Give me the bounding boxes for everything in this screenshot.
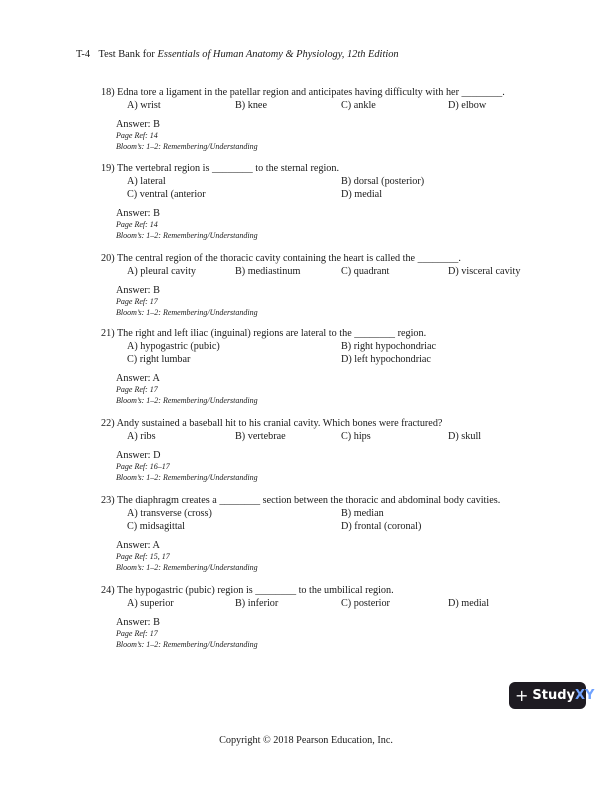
options-row bbox=[101, 265, 541, 278]
option-c: C) midsagittal bbox=[127, 521, 186, 532]
option-b: B) median bbox=[341, 508, 384, 519]
page-label: T-4 bbox=[76, 49, 91, 60]
option-b: B) dorsal (posterior) bbox=[341, 176, 425, 187]
logo-brand-accent: XY bbox=[575, 688, 595, 703]
copyright-footer: Copyright © 2018 Pearson Education, Inc. bbox=[219, 735, 393, 746]
option-d: D) visceral cavity bbox=[448, 266, 521, 277]
option-a: A) lateral bbox=[127, 176, 166, 187]
plus-icon: + bbox=[515, 686, 529, 705]
options-row bbox=[101, 430, 541, 443]
page-ref: Page Ref: 17 bbox=[116, 385, 158, 394]
option-c: C) hips bbox=[341, 431, 371, 442]
answer: Answer: B bbox=[116, 208, 160, 219]
option-a: A) pleural cavity bbox=[127, 266, 197, 277]
option-d: D) elbow bbox=[448, 100, 487, 111]
question-23 bbox=[101, 494, 541, 573]
answer: Answer: A bbox=[116, 373, 160, 384]
answer: Answer: B bbox=[116, 119, 160, 130]
page-ref: Page Ref: 17 bbox=[116, 629, 158, 638]
blooms-level: Bloom’s: 1–2: Remembering/Understanding bbox=[116, 639, 258, 649]
question-21 bbox=[101, 327, 541, 406]
options-row bbox=[101, 597, 541, 610]
question-19 bbox=[101, 162, 541, 241]
option-a: A) wrist bbox=[127, 100, 161, 111]
page-ref: Page Ref: 17 bbox=[116, 297, 158, 306]
option-c: C) ankle bbox=[341, 100, 376, 111]
studyxy-logo[interactable] bbox=[509, 682, 595, 709]
option-b: B) inferior bbox=[235, 598, 279, 609]
question-stem: 18) Edna tore a ligament in the patellar region and anticipates having difficulty with her ________. bbox=[101, 87, 505, 98]
option-d: D) frontal (coronal) bbox=[341, 521, 422, 532]
question-20 bbox=[101, 252, 541, 318]
blooms-level: Bloom’s: 1–2: Remembering/Understanding bbox=[116, 472, 258, 482]
page-header bbox=[76, 49, 399, 60]
answer: Answer: A bbox=[116, 540, 160, 551]
options-row bbox=[101, 520, 541, 533]
option-d: D) medial bbox=[341, 189, 383, 200]
question-stem: 21) The right and left iliac (inguinal) regions are lateral to the ________ region. bbox=[101, 328, 427, 339]
option-b: B) mediastinum bbox=[235, 266, 301, 277]
header-prefix: Test Bank for bbox=[98, 49, 155, 60]
question-stem: 19) The vertebral region is ________ to the sternal region. bbox=[101, 163, 340, 174]
page-ref: Page Ref: 16–17 bbox=[116, 462, 170, 471]
question-stem: 24) The hypogastric (pubic) region is ________ to the umbilical region. bbox=[101, 585, 394, 596]
question-stem: 22) Andy sustained a baseball hit to his cranial cavity. Which bones were fractured? bbox=[101, 418, 443, 429]
question-22 bbox=[101, 417, 541, 483]
options-row bbox=[101, 507, 541, 520]
options-row bbox=[101, 99, 541, 112]
option-b: B) right hypochondriac bbox=[341, 341, 437, 352]
option-a: A) superior bbox=[127, 598, 174, 609]
options-row bbox=[101, 340, 541, 353]
answer: Answer: D bbox=[116, 450, 161, 461]
page-ref: Page Ref: 14 bbox=[116, 131, 158, 140]
option-a: A) hypogastric (pubic) bbox=[127, 341, 220, 352]
blooms-level: Bloom’s: 1–2: Remembering/Understanding bbox=[116, 307, 258, 317]
logo-brand: Study bbox=[532, 688, 576, 703]
question-stem: 23) The diaphragm creates a ________ section between the thoracic and abdominal body cavities. bbox=[101, 495, 501, 506]
book-title: Essentials of Human Anatomy & Physiology, 12th Edition bbox=[157, 49, 399, 60]
option-a: A) ribs bbox=[127, 431, 156, 442]
option-c: C) posterior bbox=[341, 598, 390, 609]
option-c: C) right lumbar bbox=[127, 354, 191, 365]
options-row bbox=[101, 353, 541, 366]
blooms-level: Bloom’s: 1–2: Remembering/Understanding bbox=[116, 141, 258, 151]
options-row bbox=[101, 175, 541, 188]
options-row bbox=[101, 188, 541, 201]
question-18 bbox=[101, 86, 541, 152]
option-a: A) transverse (cross) bbox=[127, 508, 212, 519]
blooms-level: Bloom’s: 1–2: Remembering/Understanding bbox=[116, 230, 258, 240]
option-d: D) medial bbox=[448, 598, 490, 609]
blooms-level: Bloom’s: 1–2: Remembering/Understanding bbox=[116, 562, 258, 572]
page-ref: Page Ref: 15, 17 bbox=[116, 552, 170, 561]
option-c: C) ventral (anterior bbox=[127, 189, 206, 200]
answer: Answer: B bbox=[116, 617, 160, 628]
option-c: C) quadrant bbox=[341, 266, 390, 277]
page-ref: Page Ref: 14 bbox=[116, 220, 158, 229]
question-stem: 20) The central region of the thoracic cavity containing the heart is called the ________. bbox=[101, 253, 461, 264]
answer: Answer: B bbox=[116, 285, 160, 296]
question-24 bbox=[101, 584, 541, 650]
blooms-level: Bloom’s: 1–2: Remembering/Understanding bbox=[116, 395, 258, 405]
option-b: B) knee bbox=[235, 100, 267, 111]
option-d: D) skull bbox=[448, 431, 482, 442]
option-d: D) left hypochondriac bbox=[341, 354, 431, 365]
option-b: B) vertebrae bbox=[235, 431, 286, 442]
